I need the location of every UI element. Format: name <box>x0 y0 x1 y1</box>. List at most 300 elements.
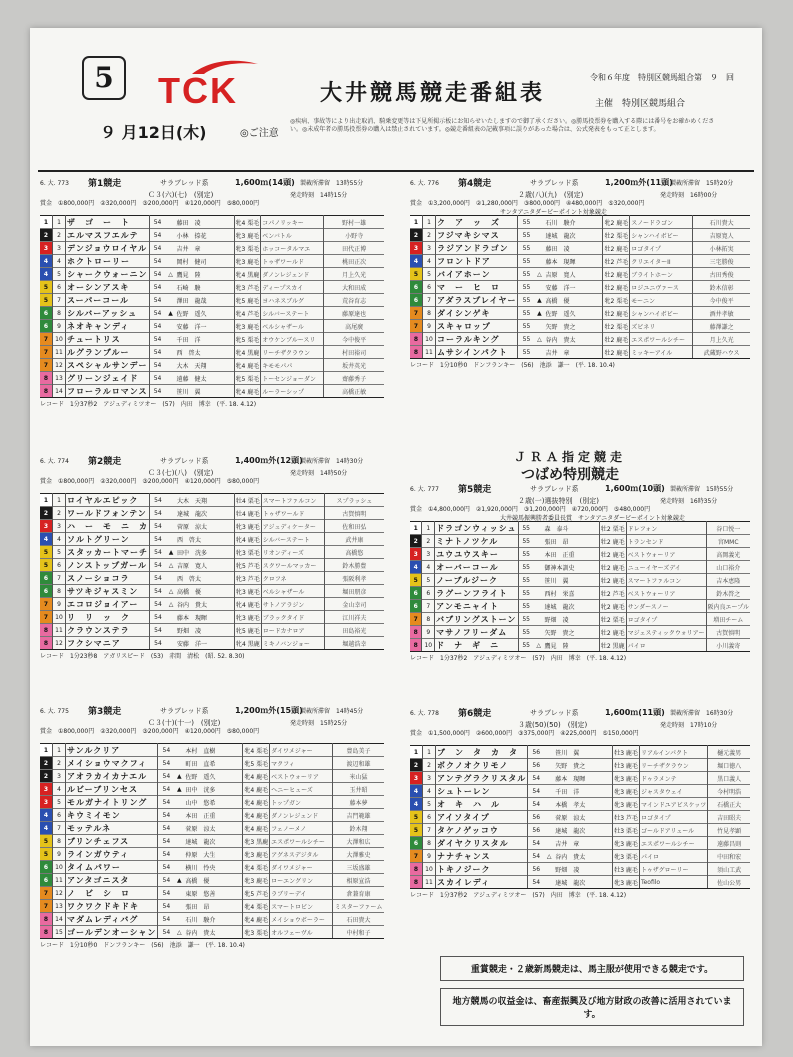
post-position: 2 <box>40 770 53 783</box>
sire-name: キモモパパ <box>261 359 324 372</box>
horse-number: 8 <box>422 613 435 626</box>
race-number-badge: 5 <box>82 56 126 100</box>
apprentice-mark: △ <box>534 333 544 346</box>
entry-row <box>40 624 384 637</box>
entry-row <box>40 216 384 229</box>
sex-age-color: 牝3 鹿毛 <box>234 255 261 268</box>
jockey-name: 石川 駿介 <box>544 216 603 229</box>
horse-number: 5 <box>423 268 436 281</box>
horse-name: ソルトグリーン <box>66 533 150 546</box>
sire-name: マインドユアビスケッツ <box>639 798 707 811</box>
horse-number: 5 <box>53 268 66 281</box>
owner-name: 玉井昭 <box>333 783 384 796</box>
sire-name: スマートロビン <box>270 900 333 913</box>
post-position: 8 <box>40 637 53 650</box>
post-position: 3 <box>40 520 53 533</box>
jockey-name: 達城 龍次 <box>176 507 235 520</box>
jockey-name: 安藤 洋一 <box>176 637 235 650</box>
horse-name: ボクノオクリモノ <box>436 759 528 772</box>
sire-name: ダイワメジャー <box>270 861 333 874</box>
post-position: 5 <box>40 835 53 848</box>
entry-row <box>410 863 750 876</box>
entry-row <box>410 798 750 811</box>
post-position: 1 <box>410 746 423 759</box>
entry-row <box>40 294 384 307</box>
post-position: 5 <box>410 811 423 824</box>
jockey-name: 西 啓太 <box>176 572 235 585</box>
sire-name: トーセンジョーダン <box>261 372 324 385</box>
horse-name: スキャロップ <box>436 320 518 333</box>
entry-row <box>40 757 384 770</box>
sire-name: ダイワメジャー <box>270 744 333 757</box>
sire-name: リーチザクラウン <box>639 759 707 772</box>
owner-name: 今中俊平 <box>324 333 384 346</box>
sex-age-color: 牝3 鹿毛 <box>243 874 270 887</box>
post-position: 8 <box>40 624 53 637</box>
prize-money: 賞金 ①4,800,000円 ②1,920,000円 ③1,200,000円 ④720,000円 ⑤480,000円 <box>410 506 651 513</box>
post-position: 5 <box>40 281 53 294</box>
horse-name: アンタゴニスタ <box>66 874 158 887</box>
post-position: 7 <box>410 307 423 320</box>
horse-name: ブリンチェフス <box>66 835 158 848</box>
race-block <box>40 706 384 949</box>
post-position: 7 <box>40 346 53 359</box>
entry-row <box>40 822 384 835</box>
entry-row <box>40 242 384 255</box>
jockey-name: 吉原 寛人 <box>544 268 603 281</box>
jockey-name: 町田 直希 <box>184 757 243 770</box>
jockey-name: 田中 洸多 <box>176 546 235 559</box>
apprentice-mark <box>166 281 176 294</box>
apprentice-mark <box>534 320 544 333</box>
apprentice-mark: ▲ <box>534 307 544 320</box>
course-record: レコード 1分37秒2 アジュディミツオー (57) 内田 博幸 (平. 18. 4.12) <box>410 892 627 899</box>
sex-age-color: 牝3 黒鹿 <box>243 835 270 848</box>
apprentice-mark: △ <box>166 598 176 611</box>
race-distance: 1,200ｍ外(11頭) <box>605 178 673 187</box>
horse-number: 12 <box>53 887 66 900</box>
apprentice-mark <box>166 346 176 359</box>
owner-name: 小野寺 <box>324 229 384 242</box>
post-position: 8 <box>40 372 53 385</box>
horse-number: 1 <box>53 216 66 229</box>
horse-number: 3 <box>423 242 436 255</box>
horse-number: 10 <box>53 333 66 346</box>
horse-name: バブリングストーン <box>436 614 517 624</box>
weight: 54 <box>158 783 175 796</box>
race-title: 第6競走 <box>458 709 492 719</box>
sire-name: ホッコータルマエ <box>261 242 324 255</box>
sire-name: オウケンブルースリ <box>261 333 324 346</box>
race-muster-time: 製載所滞留 15時20分 <box>670 180 734 187</box>
owner-name: 中田和宏 <box>708 850 750 863</box>
sex-age-color: 牡2 栗毛 <box>603 229 630 242</box>
jockey-name: 岡村 健司 <box>176 255 235 268</box>
post-position: 7 <box>40 887 53 900</box>
horse-number: 11 <box>53 624 66 637</box>
race-subtitle: 大井競馬振興勝者委員長賞 サンタアニタダービーポイント対象競走 <box>500 515 685 522</box>
post-position: 4 <box>410 255 423 268</box>
race-class: Ｃ３(十)(十一) (別定) <box>148 719 221 727</box>
jockey-name: 仲原 大生 <box>184 848 243 861</box>
apprentice-mark: △ <box>166 559 176 572</box>
post-position: 8 <box>40 926 53 939</box>
sire-name: パイロ <box>626 639 706 652</box>
post-time: 発走時刻 16時35分 <box>660 498 718 505</box>
race-block <box>410 708 750 899</box>
entry-row <box>410 216 750 229</box>
entry-row <box>410 535 750 548</box>
post-position: 2 <box>40 507 53 520</box>
post-position: 7 <box>410 613 422 626</box>
sire-name: クリエイターII <box>630 255 693 268</box>
sire-name: ベストウォーリア <box>626 548 706 561</box>
apprentice-mark <box>174 809 184 822</box>
weight: 55 <box>518 229 535 242</box>
apprentice-mark <box>544 824 554 837</box>
entry-row <box>40 874 384 887</box>
horse-number: 14 <box>53 385 66 398</box>
owner-name: 高橋悠 <box>324 546 384 559</box>
sex-age-color: 牡2 鹿毛 <box>603 242 630 255</box>
post-time: 発走時刻 14時50分 <box>290 470 348 477</box>
sex-age-color: 牝2 栗毛 <box>603 294 630 307</box>
horse-number: 3 <box>53 242 66 255</box>
horse-name: ルビーブリンセス <box>66 783 158 796</box>
weight: 54 <box>149 294 166 307</box>
horse-name: ワールドフォンテン <box>66 507 150 520</box>
sex-age-color: 牝4 鹿毛 <box>243 783 270 796</box>
horse-name: チュートリス <box>66 333 150 346</box>
horse-number: 7 <box>53 822 66 835</box>
sire-name: ロードカナロア <box>261 624 324 637</box>
owner-name: 石田貴大 <box>333 913 384 926</box>
sire-name: スノードラゴン <box>630 216 693 229</box>
jockey-name: 矢野 貴之 <box>554 759 613 772</box>
weight: 54 <box>149 268 166 281</box>
post-position: 4 <box>40 822 53 835</box>
weight: 55 <box>518 281 535 294</box>
owner-name: 小林拓実 <box>693 242 750 255</box>
apprentice-mark <box>166 520 176 533</box>
owner-name: 武井康 <box>324 533 384 546</box>
horse-number: 1 <box>53 744 66 757</box>
sire-name: ミキノバンジョー <box>261 637 324 650</box>
owner-name: 古田秀俊 <box>693 268 750 281</box>
weight: 56 <box>528 824 545 837</box>
horse-name: シュトーレン <box>436 785 528 798</box>
sire-name: コパノリッキー <box>261 216 324 229</box>
horse-number: 4 <box>422 561 435 574</box>
post-position: 2 <box>40 757 53 770</box>
sex-age-color: 牡2 芦毛 <box>603 255 630 268</box>
horse-name: フジマキシマス <box>436 229 518 242</box>
jockey-name: 高橋 優 <box>184 874 243 887</box>
weight: 54 <box>149 281 166 294</box>
weight: 56 <box>528 863 545 876</box>
sire-name: フェノーメノ <box>270 822 333 835</box>
owner-name: 武蔵野ハウス <box>693 346 750 359</box>
weight: 54 <box>150 494 167 507</box>
entry-row <box>40 494 384 507</box>
weight: 54 <box>149 359 166 372</box>
jockey-name: 大木 天翔 <box>176 494 235 507</box>
entry-row <box>410 346 750 359</box>
horse-name: キウミイモン <box>66 809 158 822</box>
apprentice-mark <box>544 863 554 876</box>
jockey-name: 谷内 貴太 <box>184 926 243 939</box>
apprentice-mark <box>544 746 554 759</box>
post-position: 4 <box>40 255 53 268</box>
owner-name: 小川義寄 <box>706 639 750 652</box>
owner-name: 樋元義男 <box>708 746 750 759</box>
weight: 54 <box>528 798 545 811</box>
owner-name: 三宅勝俊 <box>693 255 750 268</box>
horse-number: 15 <box>53 926 66 939</box>
race-muster-time: 製載所滞留 14時30分 <box>300 458 364 465</box>
owner-name: 大澤和広 <box>333 835 384 848</box>
sire-name: スマートファルコン <box>261 494 324 507</box>
entry-row <box>410 561 750 574</box>
sire-name: トゥザグローリー <box>639 863 707 876</box>
weight: 54 <box>528 850 545 863</box>
horse-number: 2 <box>422 535 435 548</box>
sex-age-color: 牡3 鹿毛 <box>613 759 640 772</box>
owner-name: 吉原寛人 <box>693 229 750 242</box>
jockey-name: 鷹見 陸 <box>544 639 600 652</box>
horse-name: シルバーアッシュ <box>66 307 150 320</box>
horse-number: 2 <box>53 507 66 520</box>
sex-age-color: 牡4 栗毛 <box>235 494 262 507</box>
horse-name: アンモニャイト <box>435 600 518 613</box>
weight: 55 <box>518 561 534 574</box>
entry-row <box>40 861 384 874</box>
post-position: 4 <box>40 533 53 546</box>
owner-name: 齋藤秀子 <box>324 372 384 385</box>
horse-name: ド ナ ギ ニ <box>435 639 518 652</box>
race-block <box>40 178 384 408</box>
post-position: 4 <box>410 785 423 798</box>
post-position: 8 <box>410 626 422 639</box>
weight: 54 <box>150 637 167 650</box>
jockey-name: 本村 直樹 <box>184 744 243 757</box>
sire-name: ロゴタイプ <box>639 811 707 824</box>
post-position: 6 <box>40 861 53 874</box>
horse-name: アンテグラクリスタル <box>437 773 527 783</box>
edition-text: 令和６年度 特別区競馬組合第 ９ 回 <box>590 73 734 82</box>
special-race-title: つばめ特別競走 <box>521 467 619 483</box>
horse-name: タイムパワー <box>66 861 158 874</box>
sex-age-color: 牝5 栗毛 <box>243 757 270 770</box>
prize-money: 賞金 ①800,000円 ②320,000円 ③200,000円 ④120,000円 ⑤80,000円 <box>40 728 260 735</box>
horse-number: 13 <box>53 372 66 385</box>
weight: 55 <box>518 242 535 255</box>
jockey-name: 澤田 龍哉 <box>176 294 235 307</box>
jockey-name: 野畑 凌 <box>176 624 235 637</box>
sire-name: ローエングリン <box>270 874 333 887</box>
entry-row <box>40 385 384 398</box>
sex-age-color: 牝3 鹿毛 <box>234 229 261 242</box>
owner-name: 張阪利孝 <box>324 572 384 585</box>
weight: 54 <box>149 242 166 255</box>
entry-row <box>40 770 384 783</box>
horse-name: モッテルネ <box>66 822 158 835</box>
apprentice-mark <box>534 574 544 587</box>
apprentice-mark <box>166 533 176 546</box>
sire-name: サトノアラジン <box>261 598 324 611</box>
owner-name: 宮MMC <box>706 535 750 548</box>
horse-name: オーシンアスキ <box>66 281 150 294</box>
entry-row <box>410 811 750 824</box>
horse-number: 5 <box>423 798 436 811</box>
jockey-name: 山中 悠希 <box>184 796 243 809</box>
apprentice-mark <box>166 385 176 398</box>
horse-name: ホクトローリー <box>66 255 150 268</box>
horse-name: ラグーンフライト <box>435 587 518 600</box>
horse-name: ネオキャンディ <box>66 320 150 333</box>
horse-number: 11 <box>423 876 436 889</box>
post-position: 2 <box>410 759 423 772</box>
horse-number: 6 <box>423 811 436 824</box>
weight: 54 <box>158 757 175 770</box>
weight: 54 <box>158 861 175 874</box>
owner-name: 鈴木翔 <box>333 822 384 835</box>
apprentice-mark <box>544 811 554 824</box>
jockey-name: 藤本 現暉 <box>176 611 235 624</box>
post-position: 7 <box>410 850 423 863</box>
sex-age-color: 牡2 鹿毛 <box>603 346 630 359</box>
sire-name: スマートファルコン <box>626 574 706 587</box>
weight: 55 <box>518 333 535 346</box>
entry-row <box>410 876 750 889</box>
horse-name: ザ ゴ ー ト <box>66 216 150 229</box>
race-breed: サラブレッド系 <box>160 707 209 715</box>
post-position: 3 <box>40 783 53 796</box>
sex-age-color: 牡2 芦毛 <box>599 587 626 600</box>
jockey-name: 佐野 遥久 <box>544 307 603 320</box>
post-position: 5 <box>410 824 423 837</box>
post-time: 発走時刻 16時00分 <box>660 192 718 199</box>
apprentice-mark <box>174 744 184 757</box>
sex-age-color: 牡2 鹿毛 <box>599 574 626 587</box>
weight: 55 <box>518 639 534 652</box>
entries-table <box>40 743 384 939</box>
tck-logo: TCK <box>158 70 238 111</box>
sex-age-color: 牡2 鹿毛 <box>599 535 626 548</box>
sire-name: リオンディーズ <box>261 546 324 559</box>
horse-name: アイソタイプ <box>436 811 528 824</box>
post-position: 1 <box>410 216 423 229</box>
post-position: 6 <box>40 572 53 585</box>
apprentice-mark <box>166 624 176 637</box>
entry-row <box>410 772 750 785</box>
apprentice-mark <box>544 772 554 785</box>
sire-name: ドゥラメンテ <box>639 772 707 785</box>
owner-name: 藤原達也 <box>324 307 384 320</box>
owner-name: 吉田昭夫 <box>708 811 750 824</box>
apprentice-mark <box>174 848 184 861</box>
entry-row <box>410 268 750 281</box>
sex-age-color: 牝5 栗毛 <box>234 333 261 346</box>
sire-name: ゴールドアリュール <box>639 824 707 837</box>
owner-name: 谷口悦一 <box>706 522 750 535</box>
owner-name: 藤本夢 <box>333 796 384 809</box>
sire-name: ジャスタウェイ <box>639 785 707 798</box>
sire-name: クロフネ <box>261 572 324 585</box>
owner-name: 古賀慎明 <box>706 626 750 639</box>
jockey-name: 野畑 凌 <box>554 863 613 876</box>
horse-number: 9 <box>422 626 435 639</box>
post-position: 7 <box>410 320 423 333</box>
race-class: Ｃ３(七)(八) (別定) <box>148 469 214 477</box>
horse-name: オ キ ハ ル <box>436 798 528 811</box>
owner-name: 米山猛 <box>333 770 384 783</box>
jockey-name: 吉井 章 <box>544 346 603 359</box>
owner-name: 須山工武 <box>708 863 750 876</box>
apprentice-mark <box>166 320 176 333</box>
notice-label: ◎ご注意 <box>240 128 279 139</box>
race-muster-time: 製載所滞留 14時45分 <box>300 708 364 715</box>
race-code: 6. 大. 774 <box>40 458 69 465</box>
horse-name: ドラゴンウィッシュ <box>436 523 517 533</box>
entry-row <box>410 613 750 626</box>
race-breed: サラブレッド系 <box>160 179 209 187</box>
sex-age-color: 牝3 鹿毛 <box>235 585 262 598</box>
jockey-name: 石崎 駿 <box>176 281 235 294</box>
sex-age-color: 牝4 栗毛 <box>243 744 270 757</box>
weight: 55 <box>518 294 535 307</box>
sex-age-color: 牝3 栗毛 <box>235 546 262 559</box>
jockey-name: 佐野 遥久 <box>184 770 243 783</box>
horse-number: 2 <box>423 229 436 242</box>
weight: 54 <box>149 372 166 385</box>
horse-name: スタッカートマーチ <box>67 547 148 557</box>
owner-name: 三坂盛雄 <box>333 861 384 874</box>
horse-number: 8 <box>423 307 436 320</box>
race-code: 6. 大. 775 <box>40 708 69 715</box>
apprentice-mark <box>174 913 184 926</box>
horse-name: シャークウォーニン <box>67 269 148 279</box>
sex-age-color: 牡2 鹿毛 <box>599 548 626 561</box>
sex-age-color: 牡3 鹿毛 <box>613 746 640 759</box>
horse-name: フローラルロマンス <box>67 386 148 396</box>
owner-name: 高橋正敏 <box>324 385 384 398</box>
jockey-name: 笹川 翼 <box>554 746 613 759</box>
apprentice-mark <box>534 255 544 268</box>
horse-number: 9 <box>423 850 436 863</box>
sex-age-color: 牝5 鹿毛 <box>235 624 262 637</box>
post-position: 1 <box>40 216 53 229</box>
sex-age-color: 牝4 鹿毛 <box>243 809 270 822</box>
entry-row <box>40 346 384 359</box>
sex-age-color: 牡2 鹿毛 <box>599 626 626 639</box>
horse-number: 11 <box>53 346 66 359</box>
jockey-name: 谷内 貴太 <box>554 850 613 863</box>
jockey-name: 谷内 貴太 <box>544 333 603 346</box>
post-position: 8 <box>40 913 53 926</box>
entry-row <box>40 809 384 822</box>
sire-name: ベルシャザール <box>261 320 324 333</box>
entry-row <box>40 744 384 757</box>
apprentice-mark <box>534 600 544 613</box>
weight: 54 <box>158 887 175 900</box>
horse-number: 4 <box>53 533 66 546</box>
notice-text: ◎疾病、事故等により出走取消、騎乗変更等は下見所掲示板にお知らせいたしますので御了承ください。◎勝馬投票券を購入する際には番号をお確かめください。◎未成年者の勝馬投票券の購入は禁止されています。◎競走番組表の記載事項に誤りがあった場合は、公式発表をもって正とします。 <box>290 118 715 133</box>
sex-age-color: 牝3 栗毛 <box>243 926 270 939</box>
apprentice-mark <box>166 333 176 346</box>
horse-number: 1 <box>53 494 66 507</box>
horse-name: スーパーコール <box>66 294 150 307</box>
